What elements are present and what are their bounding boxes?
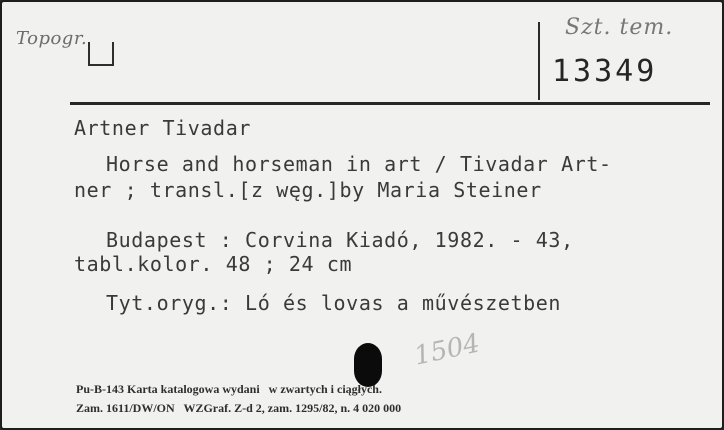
title-line-2: ner ; transl.[z węg.]by Maria Steiner [74,178,542,202]
author-heading: Artner Tivadar [74,116,251,140]
imprint-line-1: Budapest : Corvina Kiadó, 1982. - 43, [106,228,574,252]
handwritten-subject-note: Szt. tem. [565,15,674,40]
horizontal-rule [70,102,710,105]
printer-footer-line-2: Zam. 1611/DW/ON WZGraf. Z-d 2, zam. 1295/82, n. 4 020 000 [76,401,402,415]
imprint-line-2: tabl.kolor. 48 ; 24 cm [74,252,353,276]
title-line-1: Horse and horseman in art / Tivadar Art- [106,152,612,176]
pencil-number: 1504 [411,328,483,372]
vertical-divider [538,22,540,100]
original-title: Tyt.oryg.: Ló és lovas a művészetben [106,291,562,315]
call-number: 13349 [552,54,658,89]
topo-box [88,42,114,66]
handwritten-topo-label: Topogr. [16,28,88,49]
punch-hole [354,343,382,387]
printer-footer-line-1: Pu-B-143 Karta katalogowa wydani w zwartych i ciągłych. [76,382,382,396]
